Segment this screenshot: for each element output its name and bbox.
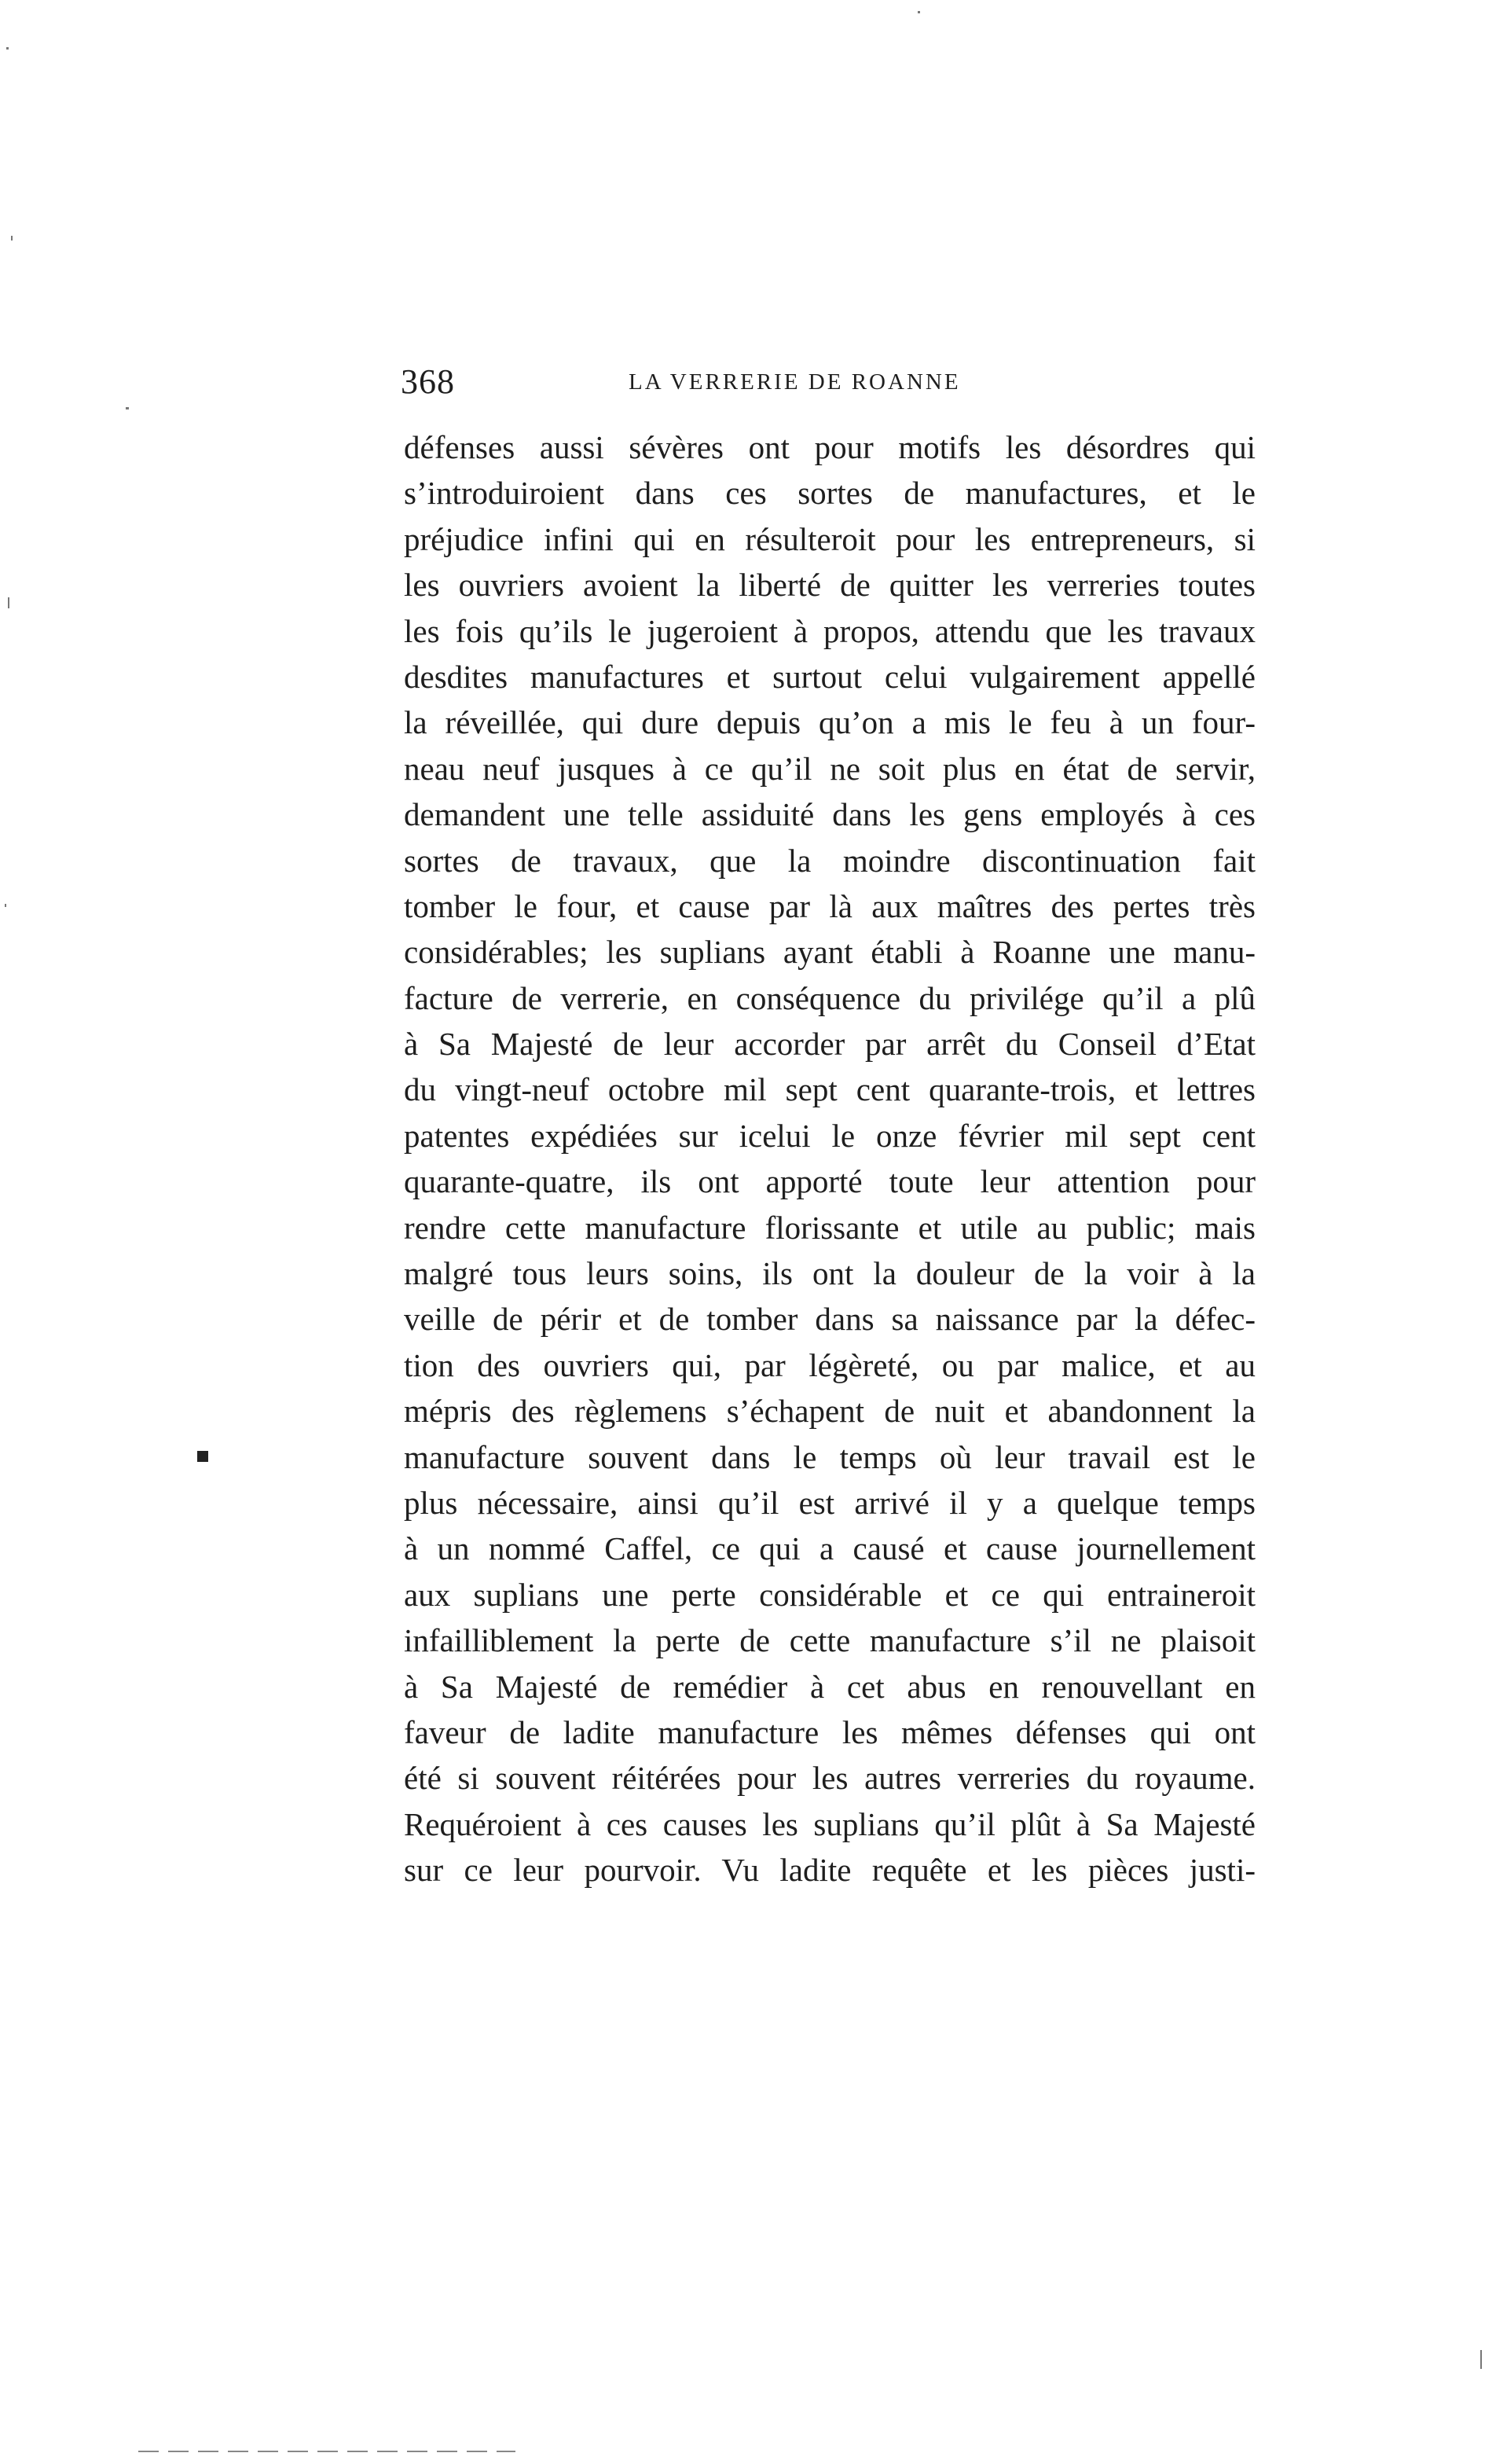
text-line: à Sa Majesté de remédier à cet abus en renouvellant en bbox=[404, 1668, 1256, 1705]
text-line: tomber le four, et cause par là aux maîtres des pertes très bbox=[404, 887, 1256, 924]
text-line: sur ce leur pourvoir. Vu ladite requête et les pièces justi- bbox=[404, 1852, 1256, 1889]
margin-speck bbox=[8, 597, 9, 608]
text-line: manufacture souvent dans le temps où leur travail est le bbox=[404, 1438, 1256, 1475]
text-line: malgré tous leurs soins, ils ont la douleur de la voir à la bbox=[404, 1255, 1256, 1292]
text-line: faveur de ladite manufacture les mêmes défenses qui ont bbox=[404, 1713, 1256, 1750]
text-line: facture de verrerie, en conséquence du privilége qu’il a plû bbox=[404, 979, 1256, 1016]
text-line: les fois qu’ils le jugeroient à propos, attendu que les travaux bbox=[404, 612, 1256, 649]
margin-mark bbox=[197, 1451, 208, 1462]
text-line: défenses aussi sévères ont pour motifs les désordres qui bbox=[404, 429, 1256, 465]
text-line: veille de périr et de tomber dans sa naissance par la défec- bbox=[404, 1301, 1256, 1338]
running-title: LA VERRERIE DE ROANNE bbox=[629, 369, 961, 395]
text-line: à Sa Majesté de leur accorder par arrêt du Conseil d’Etat bbox=[404, 1026, 1256, 1063]
text-line: rendre cette manufacture florissante et utile au public; mais bbox=[404, 1209, 1256, 1246]
text-line: Requéroient à ces causes les suplians qu’il plût à Sa Majesté bbox=[404, 1805, 1256, 1842]
margin-speck bbox=[6, 47, 9, 50]
margin-speck bbox=[5, 904, 6, 907]
text-line: à un nommé Caffel, ce qui a causé et cause journellement bbox=[404, 1530, 1256, 1567]
margin-speck bbox=[11, 236, 13, 241]
body-text bbox=[404, 424, 1256, 1893]
text-line: mépris des règlemens s’échapent de nuit et abandonnent la bbox=[404, 1393, 1256, 1430]
text-line: neau neuf jusques à ce qu’il ne soit plus en état de servir, bbox=[404, 750, 1256, 787]
text-line: considérables; les suplians ayant établi à Roanne une manu- bbox=[404, 934, 1256, 971]
text-line: infailliblement la perte de cette manufacture s’il ne plaisoit bbox=[404, 1622, 1256, 1659]
text-line: la réveillée, qui dure depuis qu’on a mis le feu à un four- bbox=[404, 704, 1256, 741]
margin-speck bbox=[918, 11, 920, 13]
text-line: s’introduiroient dans ces sortes de manufactures, et le bbox=[404, 475, 1256, 512]
running-head bbox=[401, 358, 1249, 406]
text-line: tion des ouvriers qui, par légèreté, ou par malice, et au bbox=[404, 1346, 1256, 1383]
text-line: les ouvriers avoient la liberté de quitter les verreries toutes bbox=[404, 567, 1256, 604]
text-line: desdites manufactures et surtout celui vulgairement appellé bbox=[404, 658, 1256, 695]
text-line: préjudice infini qui en résulteroit pour les entrepreneurs, si bbox=[404, 520, 1256, 557]
text-line: sortes de travaux, que la moindre discontinuation fait bbox=[404, 842, 1256, 879]
page-number: 368 bbox=[401, 362, 455, 401]
text-line: aux suplians une perte considérable et ce qui entraineroit bbox=[404, 1576, 1256, 1613]
margin-speck bbox=[1480, 2350, 1482, 2369]
bottom-dashes bbox=[138, 2451, 515, 2452]
text-line: plus nécessaire, ainsi qu’il est arrivé il y a quelque temps bbox=[404, 1484, 1256, 1521]
text-line: quarante-quatre, ils ont apporté toute leur attention pour bbox=[404, 1163, 1256, 1200]
margin-speck bbox=[126, 407, 129, 409]
text-line: demandent une telle assiduité dans les gens employés à ces bbox=[404, 796, 1256, 833]
text-line: du vingt-neuf octobre mil sept cent quarante-trois, et lettres bbox=[404, 1071, 1256, 1108]
text-line: été si souvent réitérées pour les autres verreries du royaume. bbox=[404, 1760, 1256, 1797]
text-line: patentes expédiées sur icelui le onze février mil sept cent bbox=[404, 1117, 1256, 1154]
